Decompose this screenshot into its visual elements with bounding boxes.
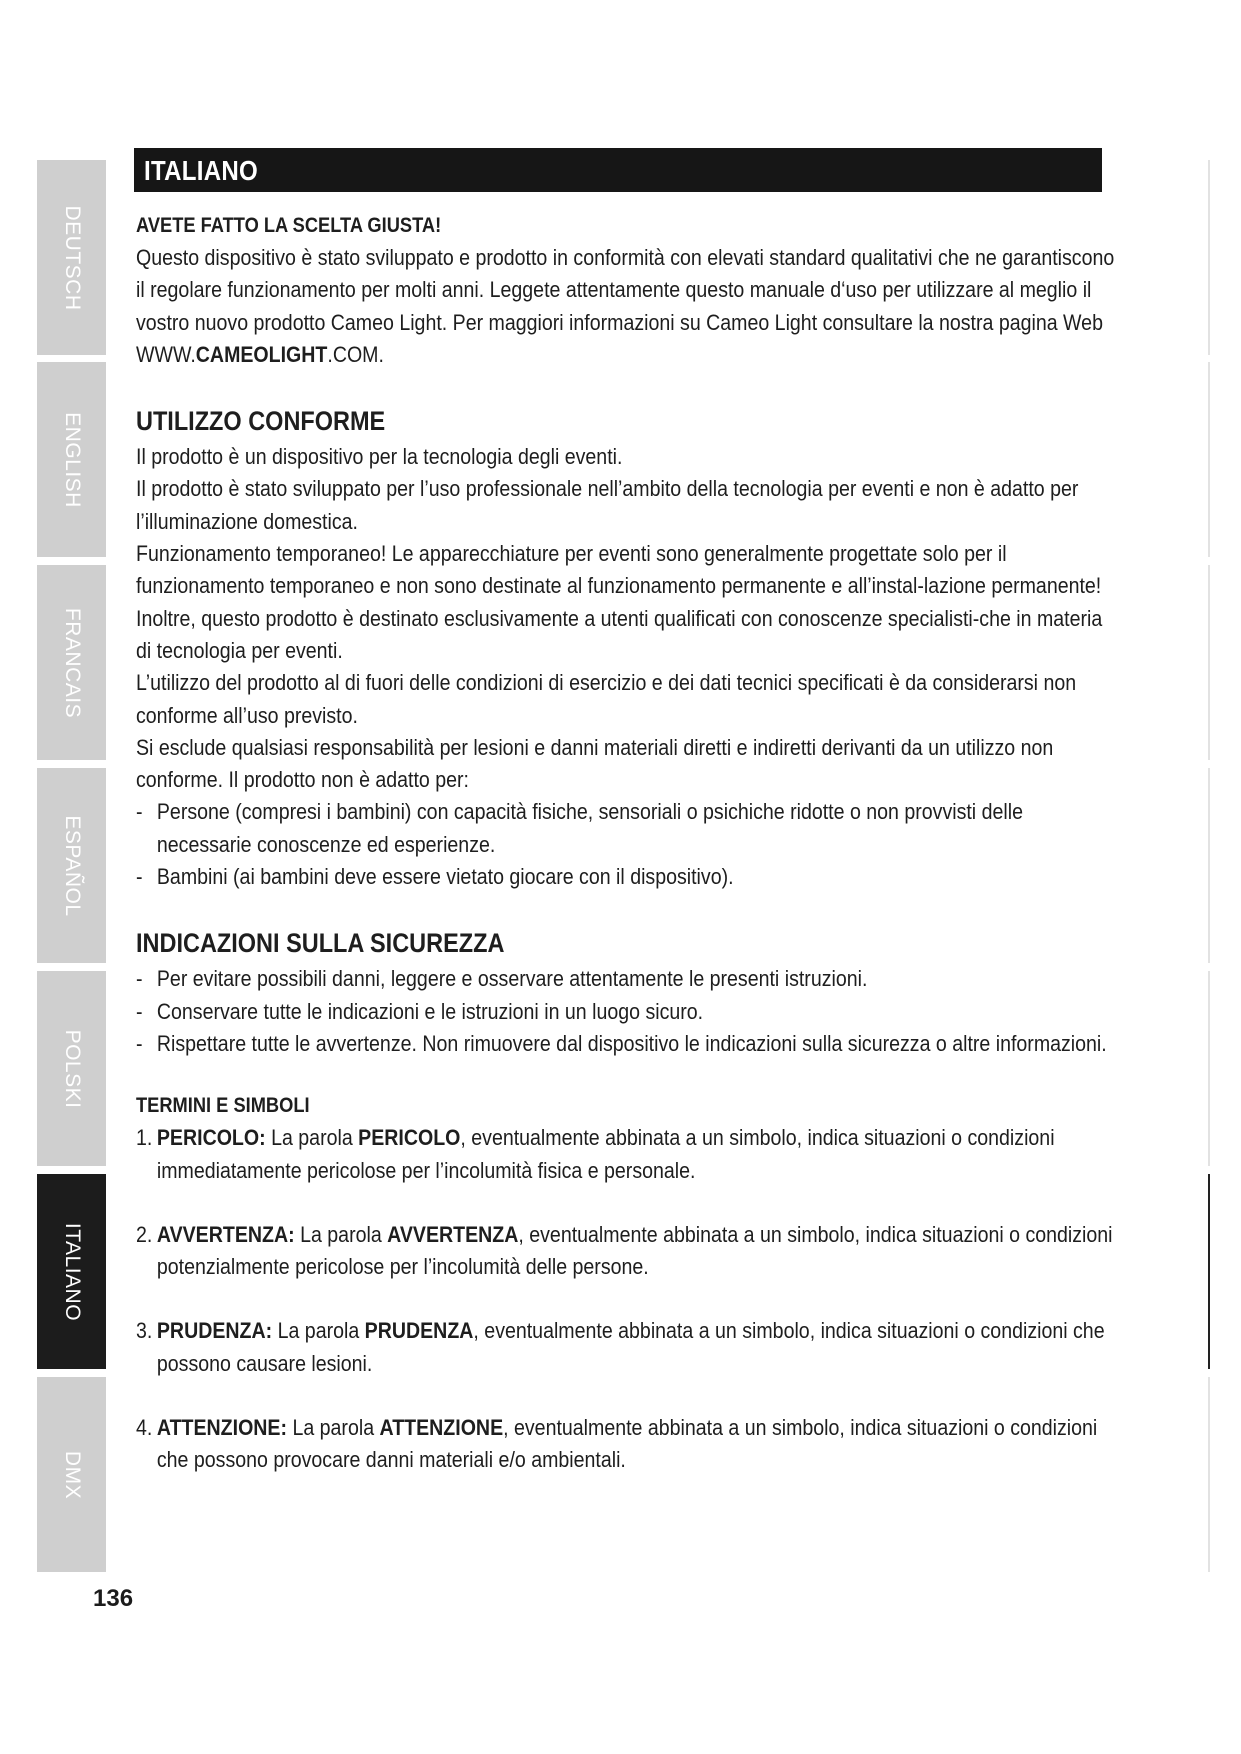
term-pre: La parola <box>294 1221 388 1247</box>
intro-paragraph <box>136 242 1116 371</box>
margin-line <box>1208 160 1210 355</box>
sidebar-tab-polski[interactable] <box>37 971 106 1166</box>
term-item <box>136 1219 1116 1284</box>
term-number: 3. <box>136 1318 153 1344</box>
termini-heading: TERMINI E SIMBOLI <box>136 1094 310 1118</box>
sidebar-tab-espanol[interactable] <box>37 768 106 963</box>
term-body <box>157 1219 1117 1284</box>
intro-text: Questo dispositivo è stato sviluppato e prodotto in conformità con elevati standard qualitativi che ne garantiscono il regolare funzionamento per molti anni. Leggete attentamente questo manuale d‘uso per utilizzare al meglio il vostro nuovo prodotto Cameo Light. Per maggiori informazioni su Cameo Light consultare la nostra pagina Web WWW. <box>136 245 1115 367</box>
sidebar-tab-deutsch[interactable] <box>37 160 106 355</box>
sidebar-tab-dmx[interactable] <box>37 1377 106 1572</box>
sicurezza-heading: INDICAZIONI SULLA SICUREZZA <box>136 928 505 959</box>
term-text: , eventualmente abbinata a un simbolo, indica situazioni o condizioni che possono causare lesioni. <box>156 1318 1105 1376</box>
term-word: PRUDENZA <box>364 1318 474 1344</box>
term-word: ATTENZIONE <box>379 1415 504 1441</box>
utilizzo-paragraph: L’utilizzo del prodotto al di fuori delle condizioni di esercizio e dei dati tecnici specificati è da considerarsi non conforme all’uso previsto. <box>136 670 1077 728</box>
document-body <box>136 210 1116 1477</box>
term-label: PRUDENZA: <box>156 1318 273 1344</box>
term-pre: La parola <box>265 1125 359 1151</box>
term-number: 2. <box>136 1221 153 1247</box>
sidebar-tab-label: ENGLISH <box>60 411 84 508</box>
list-item-text: Rispettare tutte le avvertenze. Non rimuovere dal dispositivo le indicazioni sulla sicurezza o altre informazioni. <box>156 1030 1107 1056</box>
sidebar-tab-label: FRANCAIS <box>60 607 84 718</box>
margin-line <box>1208 1377 1210 1572</box>
spacer <box>136 1283 1116 1315</box>
utilizzo-paragraph: Il prodotto è un dispositivo per la tecnologia degli eventi. <box>136 444 623 470</box>
sidebar-tab-english[interactable] <box>37 362 106 557</box>
sidebar-tab-francais[interactable] <box>37 565 106 760</box>
sidebar-tab-label: DEUTSCH <box>60 204 84 311</box>
term-body <box>157 1315 1117 1380</box>
utilizzo-paragraph: Si esclude qualsiasi responsabilità per lesioni e danni materiali diretti e indiretti derivanti da un utilizzo non conforme. Il prodotto non è adatto per: <box>136 734 1054 793</box>
condensed-text-block <box>136 210 1116 1477</box>
margin-line <box>1208 768 1210 963</box>
intro-url-tail: .COM. <box>327 341 384 367</box>
utilizzo-paragraph: Inoltre, questo prodotto è destinato esclusivamente a utenti qualificati con conoscenze specialisti-che in materia di tecnologia per eventi. <box>136 605 1103 663</box>
spacer <box>136 893 1116 923</box>
spacer <box>136 1187 1116 1219</box>
list-item: - Persone (compresi i bambini) con capacità fisiche, sensoriali o psichiche ridotte o non provvisti delle necessarie conoscenze ed esperienze. <box>136 796 1116 861</box>
utilizzo-paragraph: Funzionamento temporaneo! Le apparecchiature per eventi sono generalmente progettate solo per il funzionamento temporaneo e non sono destinate al funzionamento permanente e all’instal-lazione permanente! <box>136 541 1102 599</box>
term-text: , eventualmente abbinata a un simbolo, indica situazioni o condizioni immediatamente pericolose per l’incolumità fisica e personale. <box>156 1125 1055 1183</box>
sidebar-tab-label: ESPAÑOL <box>60 814 84 917</box>
term-label: PERICOLO: <box>156 1125 266 1151</box>
term-label: ATTENZIONE: <box>156 1415 288 1441</box>
margin-line-active <box>1208 1174 1210 1369</box>
sidebar-tab-label: POLSKI <box>60 1029 84 1108</box>
margin-line <box>1208 971 1210 1166</box>
intro-heading: AVETE FATTO LA SCELTA GIUSTA! <box>136 214 442 237</box>
spacer <box>136 1060 1116 1090</box>
list-item: - Conservare tutte le indicazioni e le istruzioni in un luogo sicuro. <box>136 996 1116 1028</box>
spacer <box>136 371 1116 401</box>
intro-url-bold[interactable]: CAMEOLIGHT <box>195 341 328 367</box>
term-pre: La parola <box>287 1415 380 1441</box>
list-item-text: Per evitare possibili danni, leggere e osservare attentamente le presenti istruzioni. <box>156 966 868 992</box>
list-item: - Per evitare possibili danni, leggere e osservare attentamente le presenti istruzioni. <box>136 963 1116 995</box>
list-item: - Rispettare tutte le avvertenze. Non rimuovere dal dispositivo le indicazioni sulla sicurezza o altre informazioni. <box>136 1028 1116 1060</box>
sidebar-tab-label: ITALIANO <box>60 1222 84 1321</box>
sidebar-tab-label: DMX <box>60 1450 84 1499</box>
spacer <box>136 1380 1116 1412</box>
language-header-title: ITALIANO <box>144 155 258 186</box>
utilizzo-paragraph: Il prodotto è stato sviluppato per l’uso professionale nell’ambito della tecnologia per eventi e non è adatto per l’illuminazione domestica. <box>136 476 1079 534</box>
term-body <box>157 1412 1117 1477</box>
term-text: , eventualmente abbinata a un simbolo, indica situazioni o condizioni potenzialmente pericolose per l’incolumità delle persone. <box>156 1221 1113 1280</box>
term-number: 4. <box>136 1415 153 1441</box>
term-label: AVVERTENZA: <box>156 1221 295 1247</box>
list-item-text: Conservare tutte le indicazioni e le istruzioni in un luogo sicuro. <box>156 998 704 1024</box>
term-word: AVVERTENZA <box>387 1221 519 1247</box>
term-item <box>136 1412 1116 1477</box>
term-pre: La parola <box>272 1318 365 1344</box>
term-item <box>136 1315 1116 1380</box>
term-number: 1. <box>136 1125 153 1151</box>
margin-line <box>1208 565 1210 760</box>
page-number: 136 <box>93 1585 134 1612</box>
term-body <box>157 1122 1117 1187</box>
margin-line <box>1208 362 1210 557</box>
term-text: , eventualmente abbinata a un simbolo, indica situazioni o condizioni che possono provocare danni materiali e/o ambientali. <box>156 1415 1098 1473</box>
list-item: - Bambini (ai bambini deve essere vietato giocare con il dispositivo). <box>136 861 1116 893</box>
utilizzo-heading: UTILIZZO CONFORME <box>136 406 386 437</box>
term-item <box>136 1122 1116 1187</box>
language-header-bar <box>134 148 1102 192</box>
list-item-text: Bambini (ai bambini deve essere vietato giocare con il dispositivo). <box>156 864 734 890</box>
term-word: PERICOLO <box>358 1125 461 1151</box>
sidebar-tab-italiano[interactable] <box>37 1174 106 1369</box>
list-item-text: Persone (compresi i bambini) con capacità fisiche, sensoriali o psichiche ridotte o non provvisti delle necessarie conoscenze ed esperienze. <box>156 799 1023 857</box>
